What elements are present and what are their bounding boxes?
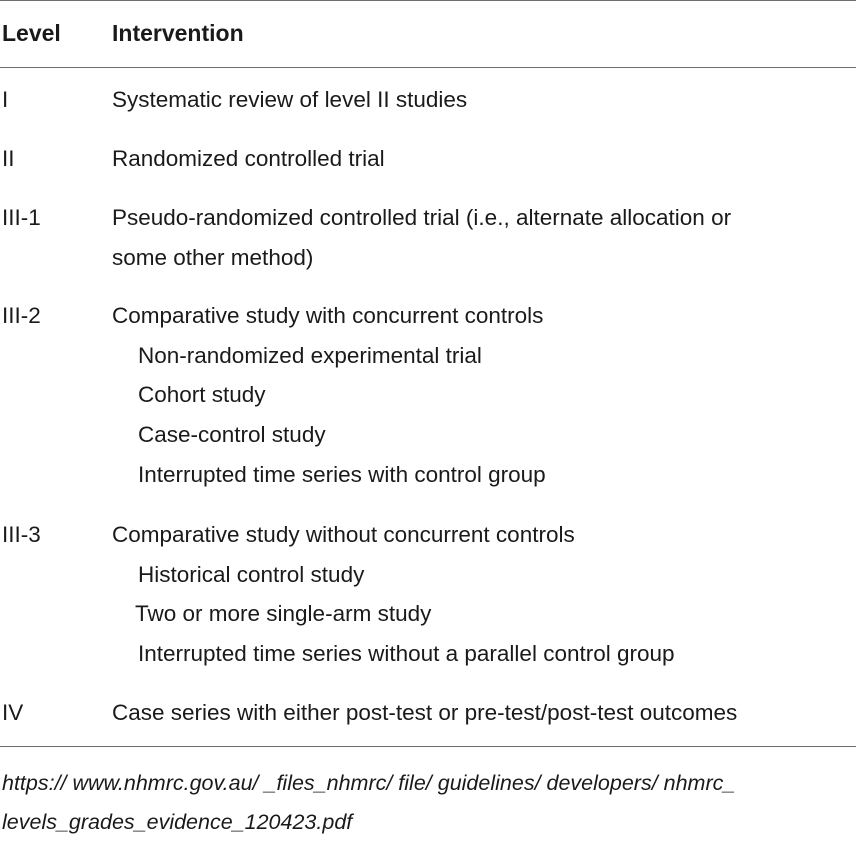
row-intervention-cell	[112, 139, 852, 179]
row-level-cell: III-1	[2, 205, 41, 230]
table-bottom-rule	[0, 746, 856, 747]
header-level: Level	[2, 20, 61, 46]
intervention-text: Comparative study with concurrent controls	[112, 303, 544, 328]
intervention-subtype: Cohort study	[138, 382, 266, 408]
table-header-rule	[0, 67, 856, 68]
intervention-text: Case series with either post-test or pre-test/post-test outcomes	[112, 700, 738, 725]
row-level-cell: II	[2, 146, 15, 171]
row-level-cell: III-3	[2, 522, 41, 547]
row-level-cell: I	[2, 87, 9, 112]
row-intervention-cell	[112, 296, 852, 495]
intervention-text: Randomized controlled trial	[112, 146, 385, 171]
row-intervention-cell	[112, 198, 852, 277]
row-intervention-cell	[112, 693, 852, 733]
intervention-subtype: Historical control study	[138, 561, 365, 587]
intervention-subtype: Interrupted time series with control group	[138, 461, 546, 487]
header-intervention: Intervention	[112, 20, 244, 46]
footnote-url-line-1: https:// www.nhmrc.gov.au/ _files_nhmrc/ file/ guidelines/ developers/ nhmrc_	[2, 771, 736, 795]
row-intervention-cell	[112, 515, 852, 674]
intervention-subtype: Two or more single-arm study	[135, 601, 432, 627]
intervention-text: Pseudo-randomized controlled trial (i.e., alternate allocation or	[112, 205, 732, 230]
footnote-url-line-2: levels_grades_evidence_120423.pdf	[2, 810, 353, 834]
intervention-text-continued: some other method)	[112, 244, 314, 270]
intervention-text: Systematic review of level II studies	[112, 87, 468, 112]
table-top-rule	[0, 0, 856, 1]
table-header-row	[0, 16, 856, 50]
intervention-subtype: Non-randomized experimental trial	[138, 342, 482, 368]
row-level-cell: IV	[2, 700, 24, 725]
row-level-cell: III-2	[2, 303, 41, 328]
intervention-subtype: Case-control study	[138, 422, 326, 448]
intervention-text: Comparative study without concurrent controls	[112, 522, 575, 547]
intervention-subtype: Interrupted time series without a parallel control group	[138, 641, 675, 667]
row-intervention-cell	[112, 80, 852, 120]
table-footnote-source	[2, 764, 852, 842]
